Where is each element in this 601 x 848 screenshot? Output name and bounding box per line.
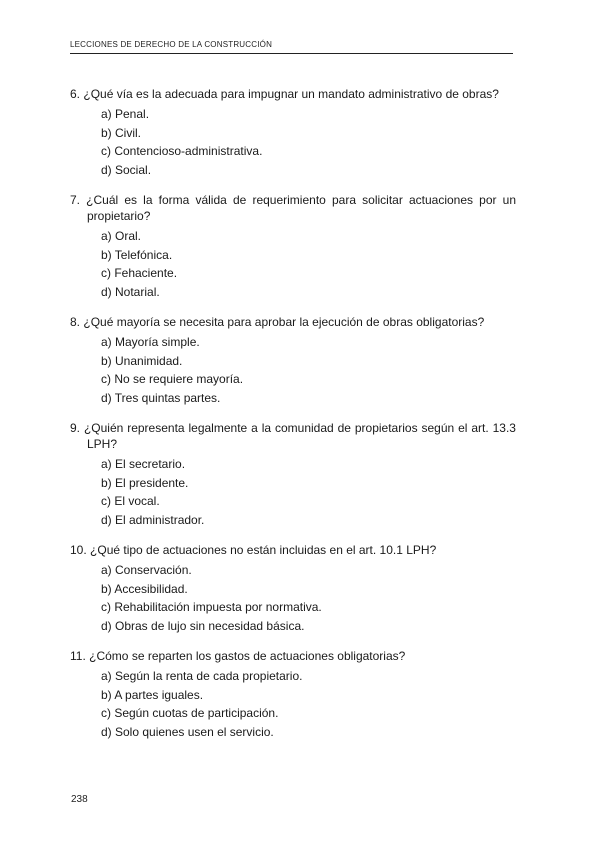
answer-option: a) Mayoría simple. [101, 335, 200, 349]
question-number: 10. [70, 543, 87, 557]
question-text: ¿Cómo se reparten los gastos de actuaciones obligatorias? [89, 649, 406, 663]
answer-option: d) Notarial. [101, 284, 160, 299]
question-list [70, 86, 516, 754]
question-number: 8. [70, 315, 81, 329]
answer-option: d) Social. [101, 162, 152, 177]
answer-option: c) Fehaciente. [101, 266, 178, 280]
question-8 [70, 314, 516, 407]
question-number: 11. [70, 649, 86, 663]
answer-option: d) Solo quienes usen el servicio. [101, 724, 274, 739]
answer-option: a) El secretario. [101, 457, 186, 471]
answer-option: c) Rehabilitación impuesta por normativa. [101, 600, 322, 614]
answer-option: d) Tres quintas partes. [101, 390, 221, 405]
question-title [70, 192, 516, 224]
answer-option: b) El presidente. [101, 475, 189, 490]
question-number: 6. [70, 87, 81, 101]
question-10 [70, 542, 516, 635]
answer-option: b) A partes iguales. [101, 687, 204, 702]
answer-option: a) Penal. [101, 107, 150, 121]
answer-option: a) Según la renta de cada propietario. [101, 669, 303, 683]
answer-option: c) Según cuotas de participación. [101, 706, 279, 720]
question-9 [70, 420, 516, 529]
question-text: ¿Qué vía es la adecuada para impugnar un mandato administrativo de obras? [83, 87, 499, 101]
answer-option: a) Conservación. [101, 563, 192, 577]
running-header: LECCIONES DE DERECHO DE LA CONSTRUCCIÓN [70, 40, 513, 54]
question-text: ¿Qué mayoría se necesita para aprobar la ejecución de obras obligatorias? [83, 315, 485, 329]
page-number: 238 [71, 794, 88, 805]
question-title [70, 542, 516, 558]
answer-option: c) El vocal. [101, 494, 160, 508]
answer-option: b) Accesibilidad. [101, 581, 188, 596]
question-number: 7. [70, 193, 81, 207]
answer-option: d) Obras de lujo sin necesidad básica. [101, 618, 305, 633]
answer-option: b) Telefónica. [101, 247, 173, 262]
answer-option: d) El administrador. [101, 512, 205, 527]
question-title [70, 420, 516, 452]
answer-option: c) No se requiere mayoría. [101, 372, 244, 386]
question-11 [70, 648, 516, 741]
question-text: ¿Qué tipo de actuaciones no están incluidas en el art. 10.1 LPH? [90, 543, 437, 557]
question-number: 9. [70, 421, 81, 435]
question-text: ¿Quién representa legalmente a la comunidad de propietarios según el art. 13.3 LPH? [83, 421, 516, 451]
question-title [70, 86, 516, 102]
answer-option: a) Oral. [101, 229, 142, 243]
question-title [70, 648, 516, 664]
question-7 [70, 192, 516, 301]
answer-option: c) Contencioso-administrativa. [101, 144, 263, 158]
question-title [70, 314, 516, 330]
question-6 [70, 86, 516, 179]
question-text: ¿Cuál es la forma válida de requerimiento para solicitar actuaciones por un propietario? [86, 193, 516, 223]
answer-option: b) Unanimidad. [101, 353, 183, 368]
answer-option: b) Civil. [101, 125, 142, 140]
